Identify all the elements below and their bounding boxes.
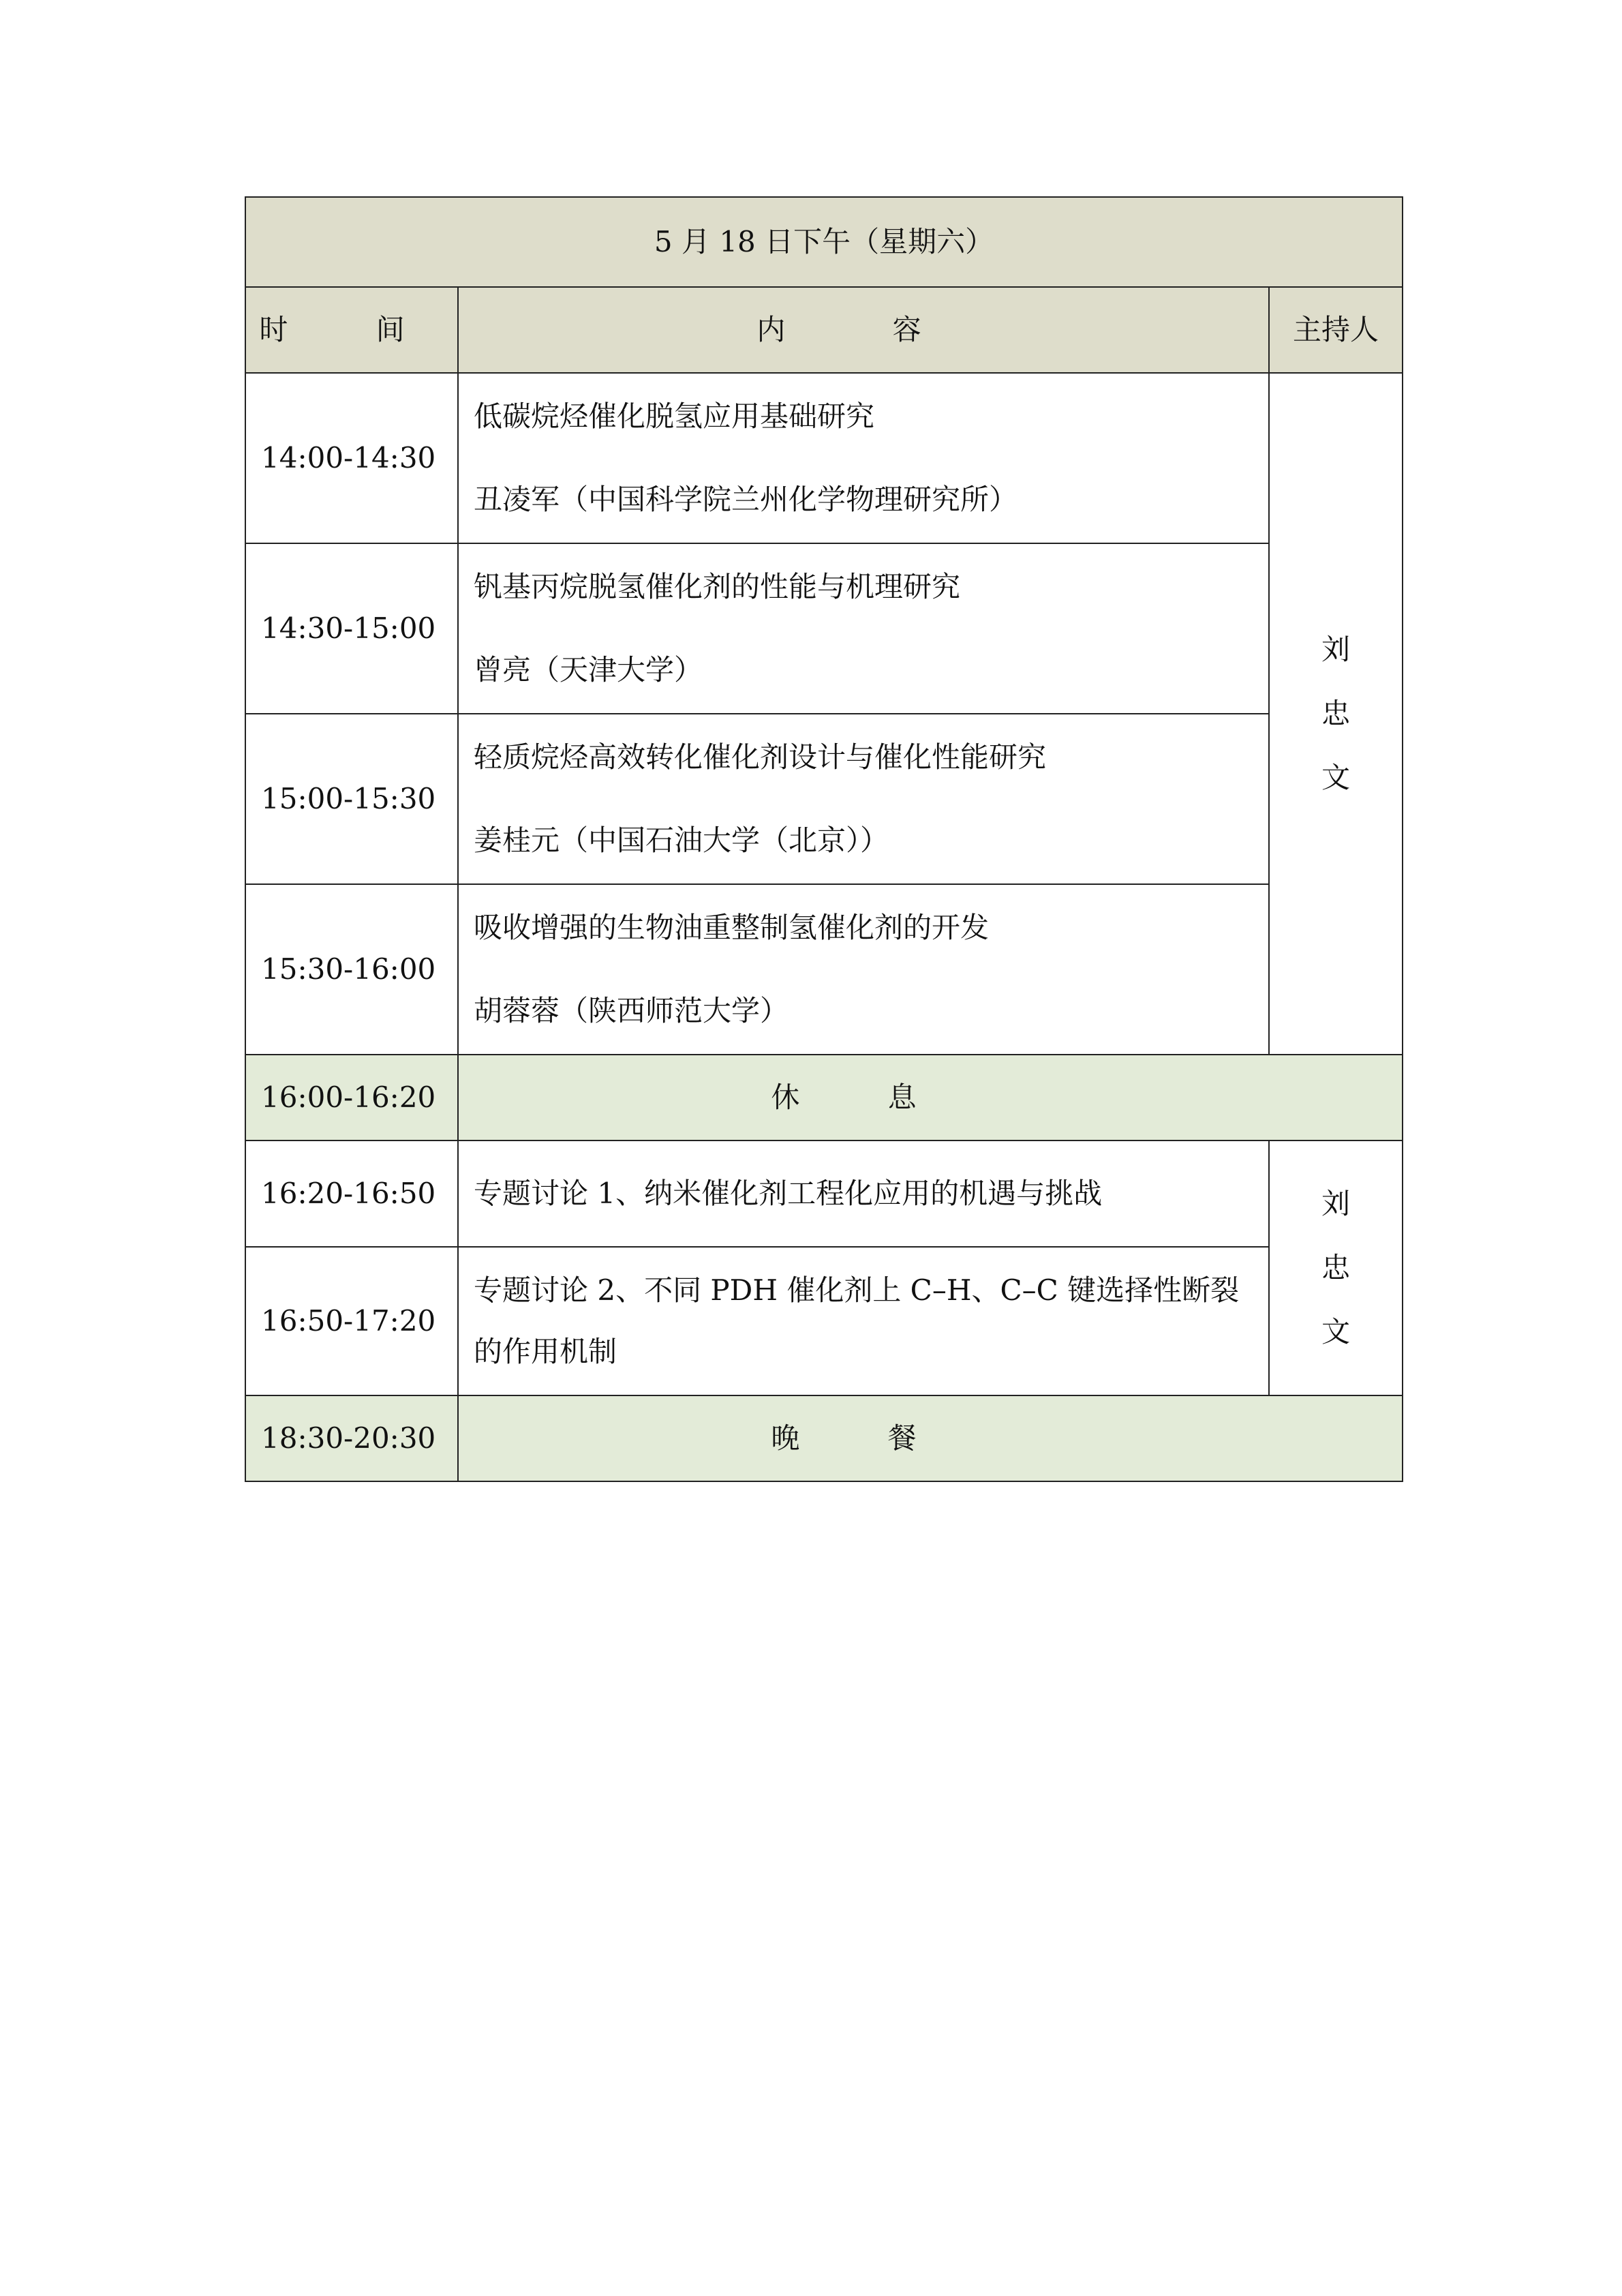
discussion-text: 专题讨论 1、纳米催化剂工程化应用的机遇与挑战 [458,1141,1269,1247]
schedule-table [245,196,1403,1482]
header-time: 时 间 [245,287,458,373]
talk-title: 钒基丙烷脱氢催化剂的性能与机理研究 [474,569,961,603]
talk-time: 15:30-16:00 [245,884,458,1055]
discussion-time: 16:20-16:50 [245,1141,458,1247]
talk-speaker: 胡蓉蓉（陕西师范大学） [474,994,789,1027]
talk-speaker: 丑凌军（中国科学院兰州化学物理研究所） [474,483,1018,516]
talk-time: 14:00-14:30 [245,373,458,543]
talk-content [458,884,1269,1055]
host-name: 刘忠文 [1321,633,1350,794]
talk-row [245,714,1403,884]
session-title-row [245,197,1403,287]
talk-content [458,543,1269,714]
talk-row [245,543,1403,714]
talk-speaker: 曾亮（天津大学） [474,653,703,686]
discussion-row [245,1141,1403,1247]
discussion-time: 16:50-17:20 [245,1247,458,1395]
talk-content [458,714,1269,884]
talk-title: 轻质烷烃高效转化催化剂设计与催化性能研究 [474,740,1047,774]
break-time: 16:00-16:20 [245,1055,458,1141]
talk-time: 14:30-15:00 [245,543,458,714]
host-name: 刘忠文 [1321,1187,1350,1348]
header-content: 内 容 [458,287,1269,373]
break-label: 休 息 [458,1055,1403,1141]
talk-time: 15:00-15:30 [245,714,458,884]
talk-row [245,884,1403,1055]
host-cell [1269,373,1403,1055]
host-cell [1269,1141,1403,1395]
session-title: 5 月 18 日下午（星期六） [245,197,1403,287]
talk-title: 吸收增强的生物油重整制氢催化剂的开发 [474,910,990,944]
talk-title: 低碳烷烃催化脱氢应用基础研究 [474,399,875,433]
dinner-time: 18:30-20:30 [245,1395,458,1481]
header-host: 主持人 [1269,287,1403,373]
discussion-row [245,1247,1403,1395]
discussion-text: 专题讨论 2、不同 PDH 催化剂上 C–H、C–C 键选择性断裂的作用机制 [458,1247,1269,1395]
break-row [245,1055,1403,1141]
header-row [245,287,1403,373]
talk-speaker: 姜桂元（中国石油大学（北京）） [474,824,889,857]
talk-content [458,373,1269,543]
talk-row [245,373,1403,543]
dinner-label: 晚 餐 [458,1395,1403,1481]
dinner-row [245,1395,1403,1481]
